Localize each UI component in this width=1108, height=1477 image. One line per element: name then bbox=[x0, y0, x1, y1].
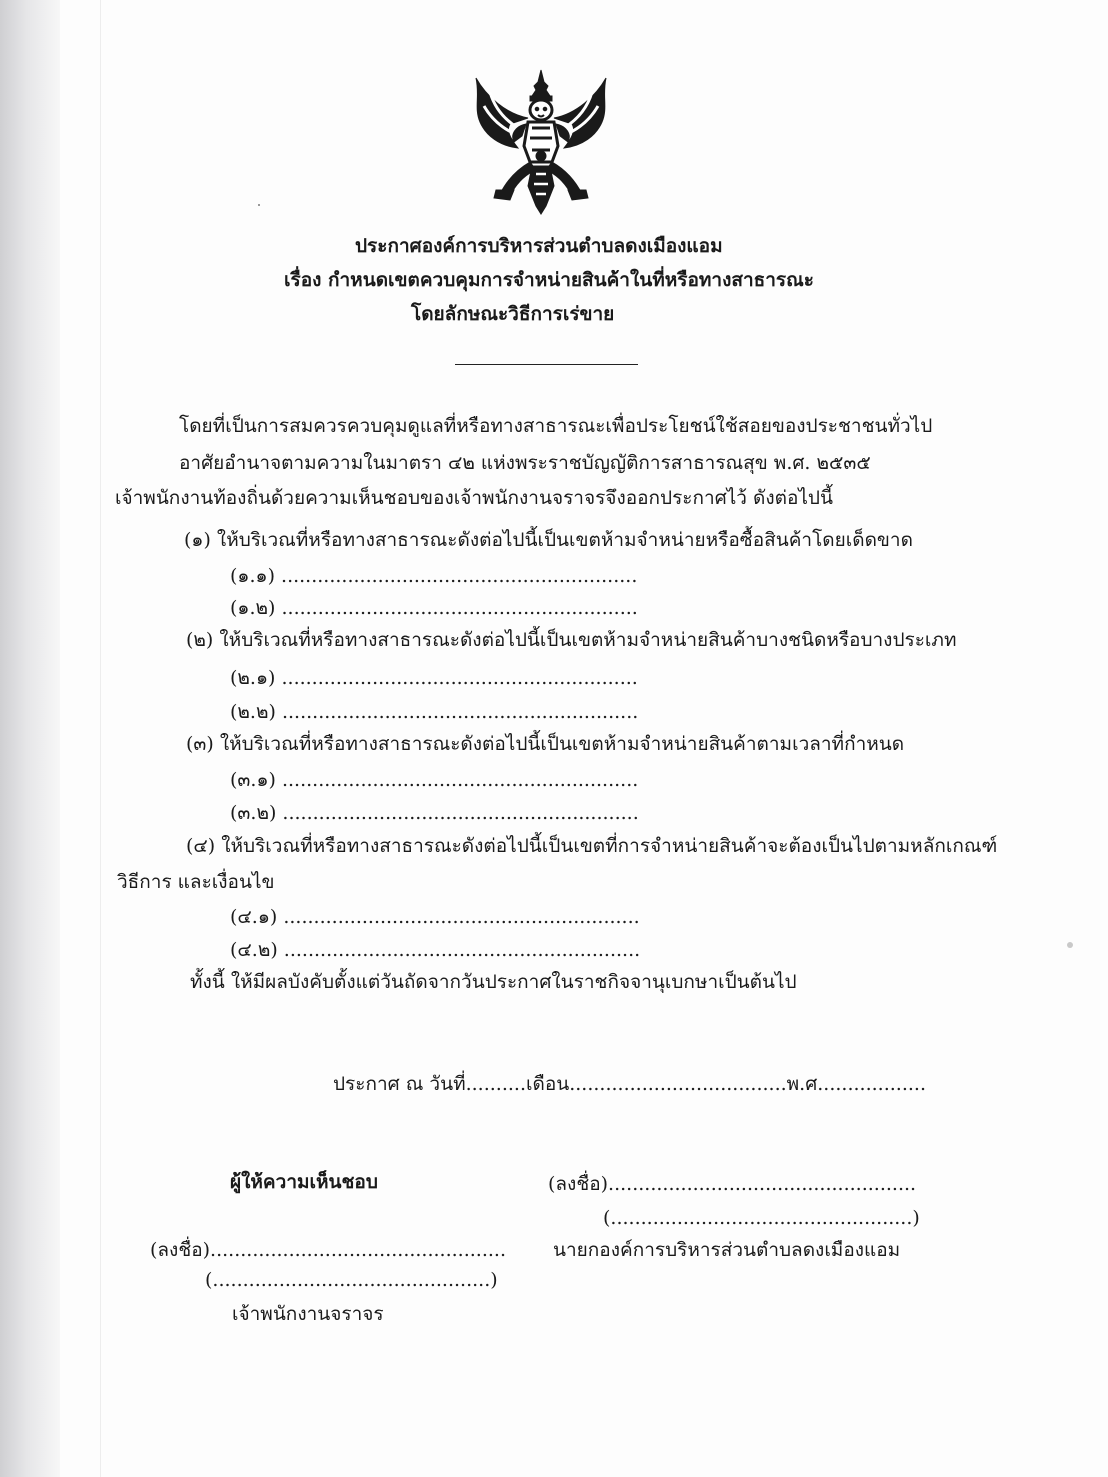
effective-clause: ทั้งนี้ ให้มีผลบังคับตั้งแต่วันถัดจากวันประกาศในราชกิจจานุเบกษาเป็นต้นไป bbox=[190, 971, 797, 993]
clause-3-item-2: (๓.๒) ........................................................... bbox=[230, 802, 639, 824]
clause-4-item-2: (๔.๒) ........................................................... bbox=[230, 939, 641, 961]
announcement-subject: เรื่อง กำหนดเขตควบคุมการจำหน่ายสินค้าในที่หรือทางสาธารณะ bbox=[284, 269, 814, 291]
clause-2-item-1: (๒.๑) ........................................................... bbox=[230, 667, 638, 689]
clause-1-item-2: (๑.๒) ........................................................... bbox=[230, 597, 638, 619]
clause-2: (๒) ให้บริเวณที่หรือทางสาธารณะดังต่อไปนี้เป็นเขตห้ามจำหน่ายสินค้าบางชนิดหรือบางประเภท bbox=[186, 629, 957, 651]
paragraph-1: โดยที่เป็นการสมควรควบคุมดูแลที่หรือทางสาธารณะเพื่อประโยชน์ใช้สอยของประชาชนทั่วไป bbox=[179, 415, 933, 437]
clause-1-item-1: (๑.๑) ........................................................... bbox=[230, 565, 638, 587]
clause-4-continuation: วิธีการ และเงื่อนไข bbox=[117, 871, 275, 893]
garuda-emblem-icon bbox=[466, 66, 616, 216]
header-divider bbox=[455, 364, 638, 365]
binding-edge bbox=[100, 0, 101, 1477]
approver-heading: ผู้ให้ความเห็นชอบ bbox=[230, 1171, 378, 1193]
signer-name-line: (..................................................) bbox=[603, 1207, 920, 1229]
announce-date: ประกาศ ณ วันที่..........เดือน....................................พ.ศ.................. bbox=[333, 1073, 926, 1095]
clause-4: (๔) ให้บริเวณที่หรือทางสาธารณะดังต่อไปนี้เป็นเขตที่การจำหน่ายสินค้าจะต้องเป็นไปตามหลักเกณฑ์ bbox=[186, 835, 998, 857]
signer-position: นายกองค์การบริหารส่วนตำบลดงเมืองแอม bbox=[553, 1239, 901, 1261]
clause-4-item-1: (๔.๑) ........................................................... bbox=[230, 906, 640, 928]
announcement-subject-cont: โดยลักษณะวิธีการเร่ขาย bbox=[411, 303, 615, 325]
approver-signature-line: (ลงชื่อ)................................................. bbox=[150, 1239, 506, 1261]
announcement-title: ประกาศองค์การบริหารส่วนตำบลดงเมืองแอม bbox=[355, 235, 723, 257]
approver-position: เจ้าพนักงานจราจร bbox=[232, 1303, 384, 1325]
clause-3: (๓) ให้บริเวณที่หรือทางสาธารณะดังต่อไปนี้เป็นเขตห้ามจำหน่ายสินค้าตามเวลาที่กำหนด bbox=[186, 733, 905, 755]
paper-speck bbox=[258, 204, 260, 206]
punch-mark bbox=[1067, 942, 1073, 948]
clause-1: (๑) ให้บริเวณที่หรือทางสาธารณะดังต่อไปนี้เป็นเขตห้ามจำหน่ายหรือซื้อสินค้าโดยเด็ดขาด bbox=[184, 529, 913, 551]
signer-signature-line: (ลงชื่อ)................................................... bbox=[548, 1173, 917, 1195]
approver-name-line: (..............................................) bbox=[205, 1269, 498, 1291]
paragraph-3: เจ้าพนักงานท้องถิ่นด้วยความเห็นชอบของเจ้าพนักงานจราจรจึงออกประกาศไว้ ดังต่อไปนี้ bbox=[115, 487, 833, 509]
binding-shadow bbox=[0, 0, 60, 1477]
paragraph-2: อาศัยอำนาจตามความในมาตรา ๔๒ แห่งพระราชบัญญัติการสาธารณสุข พ.ศ. ๒๕๓๕ bbox=[179, 452, 871, 474]
clause-3-item-1: (๓.๑) ........................................................... bbox=[230, 769, 639, 791]
clause-2-item-2: (๒.๒) ........................................................... bbox=[230, 701, 639, 723]
